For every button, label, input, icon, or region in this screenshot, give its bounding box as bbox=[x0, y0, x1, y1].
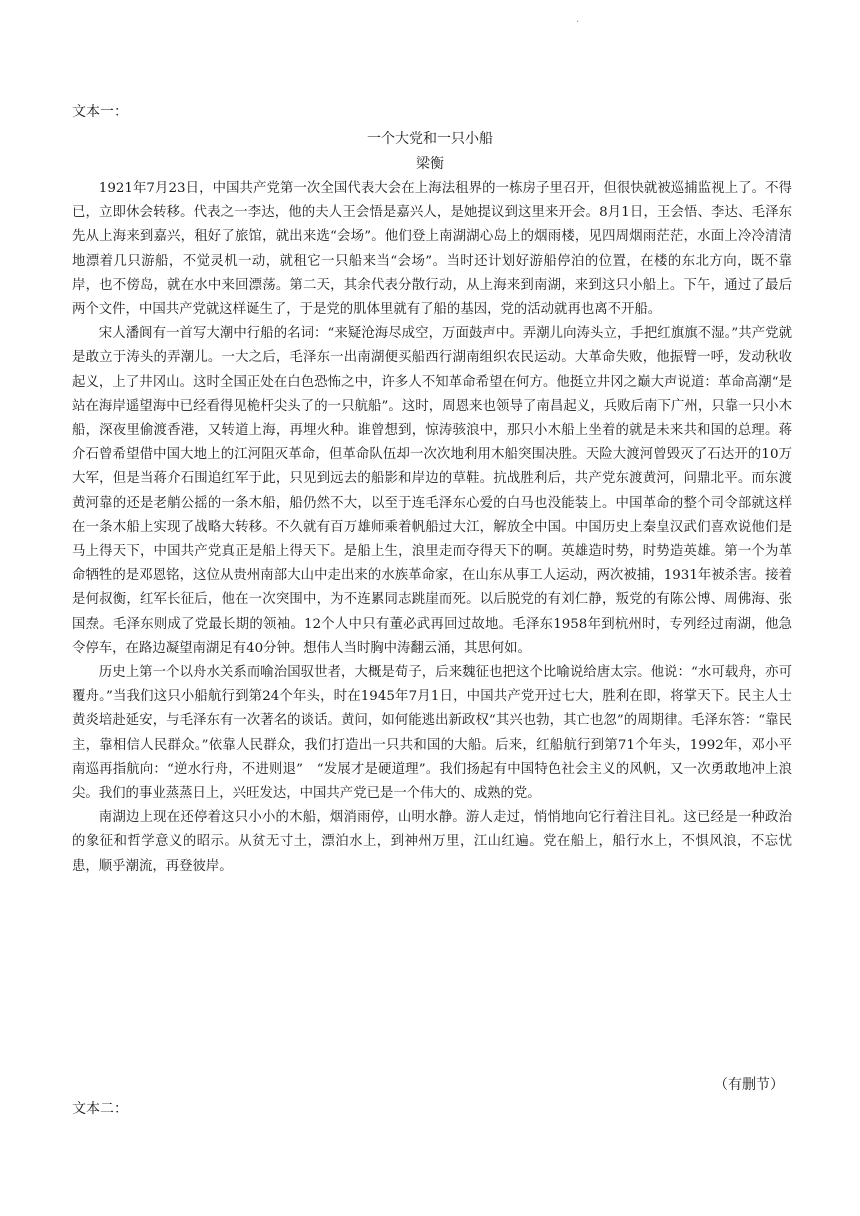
header-mark: . bbox=[576, 14, 580, 25]
text-two-label: 文本二： bbox=[72, 1101, 128, 1117]
article-title: 一个大党和一只小船 bbox=[367, 131, 493, 147]
article-author: 梁衡 bbox=[416, 156, 444, 172]
paragraph: 1921年7月23日，中国共产党第一次全国代表大会在上海法租界的一栋房子里召开，但很快就被巡捕监视上了。不得已，立即休会转移。代表之一李达，他的夫人王会悟是嘉兴人，是她提议到这里来开会。8月1日，王会悟、李达、毛泽东先从上海来到嘉兴，租好了旅馆，就出来选“会场”。他们登上南湖湖心岛上的烟雨楼，见四周烟雨茫茫，水面上冷冷清清地漂着几只游船，不觉灵机一动，就租它一只船来当“会场”。当时还计划好游船停泊的位置，在楼的东北方向，既不靠岸，也不傍岛，就在水中来回漂荡。第二天，其余代表分散行动，从上海来到南湖，来到这只小船上。下午，通过了最后两个文件，中国共产党就这样诞生了，于是党的肌体里就有了船的基因，党的活动就再也离不开船。 bbox=[72, 181, 792, 318]
paragraph: 历史上第一个以舟水关系而喻治国驭世者，大概是荀子，后来魏征也把这个比喻说给唐太宗。他说：“水可载舟，亦可覆舟。”当我们这只小船航行到第24个年头，时在1945年7月1日，中国共产党开过七大，胜利在即，将掌天下。民主人士黄炎培赴延安，与毛泽东有一次著名的谈话。黄问，如何能逃出新政权“其兴也勃，其亡也忽”的周期律。毛泽东答：“靠民主，靠相信人民群众。”依靠人民群众，我们打造出一只共和国的大船。后来，红船航行到第71个年头，1992年，邓小平南巡再指航向：“逆水行舟，不进则退” “发展才是硬道理”。我们扬起有中国特色社会主义的风帆，又一次勇敢地冲上浪尖。我们的事业蒸蒸日上，兴旺发达，中国共产党已是一个伟大的、成熟的党。 bbox=[72, 665, 792, 802]
paragraph: 南湖边上现在还停着这只小小的木船，烟消雨停，山明水静。游人走过，悄悄地向它行着注目礼。这已经是一种政治的象征和哲学意义的昭示。从贫无寸土，漂泊水上，到神州万里，江山红遍。党在船上，船行水上，不惧风浪，不忘忧患，顺乎潮流，再登彼岸。 bbox=[72, 810, 792, 874]
text-one-label: 文本一： bbox=[72, 104, 128, 120]
abridged-note: （有删节） bbox=[714, 1077, 784, 1093]
article-body bbox=[72, 177, 792, 879]
paragraph: 宋人潘阆有一首写大潮中行船的名词：“来疑沧海尽成空，万面鼓声中。弄潮儿向涛头立，手把红旗旗不湿。”共产党就是敢立于涛头的弄潮儿。一大之后，毛泽东一出南湖便买船西行湖南组织农民运动。大革命失败，他振臂一呼，发动秋收起义，上了井冈山。这时全国正处在白色恐怖之中，许多人不知革命希望在何方。他挺立井冈之巅大声说道：革命高潮“是站在海岸遥望海中已经看得见桅杆尖头了的一只航船”。这时，周恩来也领导了南昌起义，兵败后南下广州，只靠一只小木船，深夜里偷渡香港，又转道上海，再埋火种。谁曾想到，惊涛骇浪中，那只小木船上坐着的就是未来共和国的总理。蒋介石曾希望借中国大地上的江河阻灭革命，但革命队伍却一次次地利用木船突围决胜。天险大渡河曾毁灭了石达开的10万大军，但是当蒋介石围追红军于此，只见到远去的船影和岸边的草鞋。抗战胜利后，共产党东渡黄河，问鼎北平。而东渡黄河靠的还是老艄公摇的一条木船，船仍然不大，以至于连毛泽东心爱的白马也没能装上。中国革命的整个司令部就这样在一条木船上实现了战略大转移。不久就有百万雄师乘着帆船过大江，解放全中国。中国历史上秦皇汉武们喜欢说他们是马上得天下，中国共产党真正是船上得天下。是船上生，浪里走而夺得天下的啊。英雄造时势，时势造英雄。第一个为革命牺牲的是邓恩铭，这位从贵州南部大山中走出来的水族革命家，在山东从事工人运动，两次被捕，1931年被杀害。接着是何叔衡，红军长征后，他在一次突围中，为不连累同志跳崖而死。以后脱党的有刘仁静，叛党的有陈公博、周佛海、张国焘。毛泽东则成了党最长期的领袖。12个人中只有董必武再回过故地。毛泽东1958年到杭州时，专列经过南湖，他急令停车，在路边凝望南湖足有40分钟。想伟人当时胸中涛翻云涌，其思何如。 bbox=[72, 326, 792, 656]
